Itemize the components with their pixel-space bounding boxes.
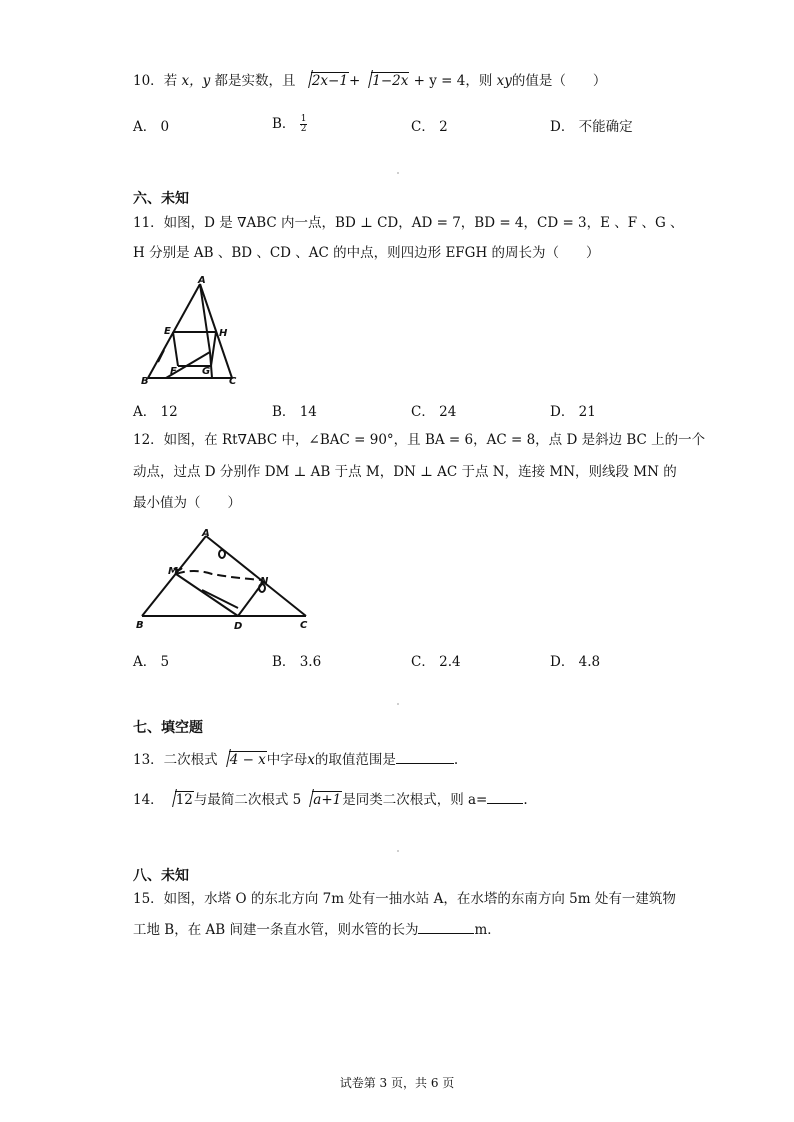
radicand: 12 [175,792,193,808]
section-heading: 八、未知 [133,868,189,884]
option-text: 不能确定 [578,119,633,135]
radicand: 4 − x [229,752,266,768]
label-m: M [168,566,178,577]
q13-text-post: 中字母 [266,752,308,768]
option-d[interactable] [550,400,596,420]
option-letter: C． [411,654,435,670]
question-11-line1: 11．如图，D 是 ∇ABC 内一点，BD ⊥ CD，AD = 7，BD = 4，CD = 3，E 、F 、G 、 [133,215,684,231]
option-letter: A． [133,119,157,135]
figure-right-triangle-mn [134,528,314,634]
answer-blank[interactable] [396,749,454,764]
label-a: A [198,275,206,286]
option-text: 2 [439,119,448,135]
radical-sign [166,790,194,810]
label-e: E [164,326,171,337]
question-12-line2: 动点，过点 D 分别作 DM ⊥ AB 于点 M，DN ⊥ AC 于点 N，连接 MN，则线段 MN 的 [133,464,677,480]
q10-plus: + [348,73,361,89]
q10-text-pre: 若 [163,73,178,89]
option-b[interactable] [272,400,317,420]
label-a: A [202,528,210,539]
radical-sign [303,790,342,810]
option-letter: D． [550,404,575,420]
q15-text-post: m． [474,922,501,938]
option-text: 3.6 [299,654,322,670]
question-15-line1: 15．如图，水塔 O 的东北方向 7m 处有一抽水站 A，在水塔的东南方向 5m 处有一建筑物 [133,891,676,907]
q10-text-mid: 都是实数，且 [214,73,296,89]
q13-text-post2: 的取值范围是 [314,752,396,768]
radical-sign [362,71,409,91]
radicand-1: 2x−1 [311,73,348,89]
figure-quadrilateral-efgh [140,274,248,386]
label-c: C [229,376,237,386]
option-d[interactable] [550,650,600,670]
question-number: 10． [133,73,164,89]
question-10-stem [133,71,606,91]
page-footer: 试卷第 3 页，共 6 页 [339,1076,455,1090]
radicand-2: a+1 [313,792,342,808]
q10-text-tail: + y = 4，则 [413,73,493,89]
option-letter: B． [272,116,296,132]
answer-blank[interactable] [418,919,474,934]
option-letter: B． [272,404,296,420]
radical-sign [302,71,349,91]
q14-text-end: . [523,792,528,808]
section-heading: 七、填空题 [133,720,203,736]
radical-sign [220,750,267,770]
denominator: 2 [300,124,307,134]
label-n: N [260,576,269,587]
option-letter: B． [272,654,296,670]
fraction-one-half [300,115,308,134]
option-a[interactable] [133,650,169,670]
radicand-2: 1−2x [372,73,409,89]
option-b[interactable] [272,112,307,134]
numerator: 1 [300,114,307,124]
question-14 [133,789,528,810]
q13-text-pre: 13．二次根式 [133,752,218,768]
q10-vars: x，y [181,73,211,89]
option-c[interactable] [411,115,448,135]
option-text: 5 [160,654,170,670]
q14-text-pre: 14． [133,792,164,808]
option-c[interactable] [411,650,461,670]
option-b[interactable] [272,650,321,670]
label-h: H [219,328,228,339]
option-a[interactable] [133,400,178,420]
q15-text-pre: 工地 B，在 AB 间建一条直水管，则水管的长为 [133,922,419,938]
option-letter: A． [133,654,157,670]
option-text: 4.8 [578,654,601,670]
label-b: B [136,620,144,631]
option-text: 21 [578,404,596,420]
option-text: 24 [439,404,457,420]
question-11-line2: H 分别是 AB 、BD 、CD 、AC 的中点，则四边形 EFGH 的周长为（ ） [133,245,600,261]
option-a[interactable] [133,115,169,135]
option-letter: C． [411,404,435,420]
option-letter: A． [133,404,157,420]
option-letter: C． [411,119,435,135]
question-13 [133,749,458,770]
question-12-line3: 最小值为（ ） [133,495,241,511]
option-letter: D． [550,119,575,135]
option-text: 12 [160,404,178,420]
q14-text-mid: 与最简二次根式 5 [193,792,302,808]
section-heading: 六、未知 [133,191,189,207]
label-d: D [234,621,243,632]
q14-text-post: 是同类二次根式，则 a= [342,792,488,808]
label-f: F [170,366,177,377]
option-letter: D． [550,654,575,670]
option-text: 14 [299,404,317,420]
option-text: 0 [160,119,170,135]
label-c: C [300,620,308,631]
option-c[interactable] [411,400,456,420]
option-text: 2.4 [439,654,461,670]
question-15-line2 [133,919,501,940]
option-d[interactable] [550,115,633,135]
question-12-line1: 12．如图，在 Rt∇ABC 中，∠BAC = 90°，且 BA = 6，AC = 8，点 D 是斜边 BC 上的一个 [133,432,706,448]
separator-dot [397,703,399,705]
separator-dot [397,172,399,174]
label-b: B [141,376,149,386]
answer-blank[interactable] [487,789,523,804]
separator-dot [397,850,399,852]
label-g: G [202,366,211,377]
q10-xy: xy [496,73,512,89]
q10-text-end: 的值是（ ） [511,73,607,89]
q13-var: x [307,752,315,768]
q13-text-end: . [453,752,459,768]
